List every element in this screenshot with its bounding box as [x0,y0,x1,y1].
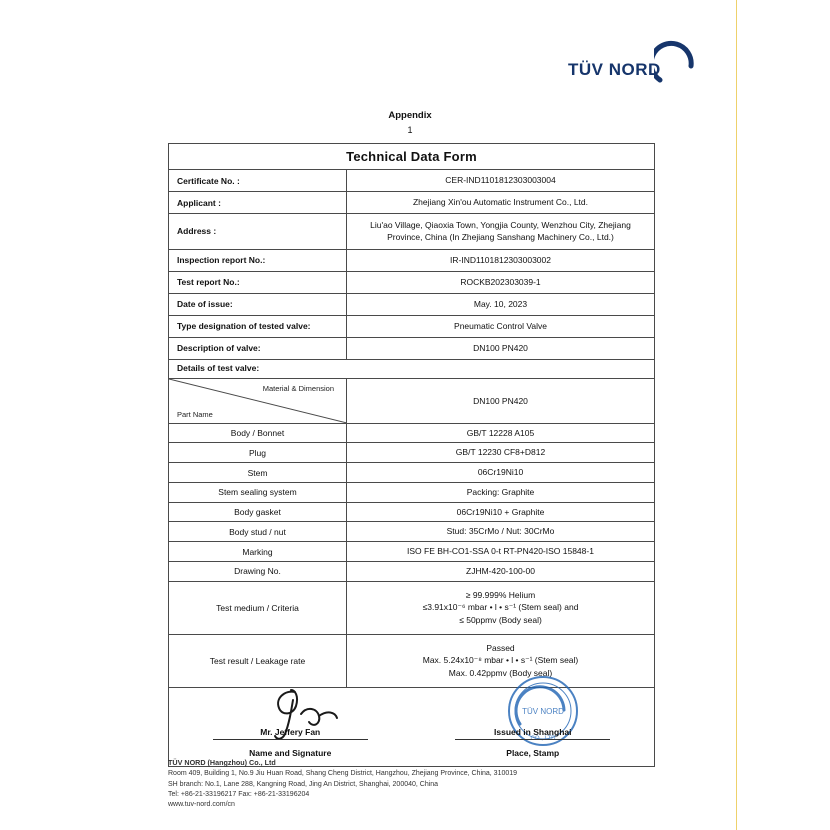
part-row-body-bonnet [169,424,654,444]
svg-text:TÜV NORD: TÜV NORD [522,706,564,716]
appendix-heading [340,110,480,135]
part-name-body-stud-nut: Body stud / nut [169,522,347,541]
matrix-header-row [169,379,654,424]
row-date-of-issue [169,294,654,316]
label-description-of-valve: Description of valve: [169,338,347,359]
part-row-drawing-no [169,562,654,582]
value-address [347,214,654,249]
appendix-label: Appendix [388,110,432,121]
value-applicant: Zhejiang Xin'ou Automatic Instrument Co., Ltd. [412,197,589,208]
technical-data-form [168,143,655,767]
value-description-of-valve: DN100 PN420 [473,342,528,353]
row-description-of-valve [169,338,654,360]
part-value-stem: 06Cr19Ni10 [477,467,524,478]
label-certificate-no: Certificate No. : [169,170,347,191]
label-details-of-test-valve: Details of test valve: [177,362,260,373]
address-line-1: Liu'ao Village, Qiaoxia Town, Yongjia County, Wenzhou City, Zhejiang [370,220,631,230]
part-value-body-bonnet: GB/T 12228 A105 [466,427,535,438]
appendix-number: 1 [407,125,413,135]
svg-text:CO., LTD: CO., LTD [530,735,556,742]
test-medium-line-3: ≤ 50ppmv (Body seal) [459,615,542,625]
part-value-marking: ISO FE BH-CO1-SSA 0-t RT-PN420-ISO 15848-1 [407,546,594,557]
test-result-line-3: Max. 0.42ppmv (Body seal) [448,668,553,678]
part-row-stem [169,463,654,483]
matrix-header-material-dimension: Material & Dimension [262,383,334,393]
footer-contact: Tel: +86-21-33196217 Fax: +86-21-33196204 [168,790,310,798]
signature-line-right [455,739,610,740]
label-inspection-report-no: Inspection report No.: [169,250,347,271]
row-applicant [169,192,654,214]
part-value-body-gasket: 06Cr19Ni10 + Graphite [456,506,545,517]
label-type-designation: Type designation of tested valve: [169,316,347,337]
form-title: Technical Data Form [169,144,654,170]
part-row-marking [169,542,654,562]
value-type-designation: Pneumatic Control Valve [454,320,547,331]
label-applicant: Applicant : [169,192,347,213]
part-name-stem: Stem [169,463,347,482]
matrix-header-part-name: Part Name [177,409,213,419]
signature-caption-right: Place, Stamp [506,747,560,758]
row-test-report-no [169,272,654,294]
part-value-test-result [347,635,654,687]
signature-area [169,688,654,766]
part-row-stem-sealing-system [169,483,654,503]
part-name-body-bonnet: Body / Bonnet [169,424,347,443]
part-row-test-medium [169,582,654,635]
issued-in-location: Issued in Shanghai [494,726,572,737]
document-footer [168,758,517,810]
address-line-2: Province, China (In Zhejiang Sanshang Machinery Co., Ltd.) [387,232,614,243]
page-edge-rule [736,0,737,830]
part-name-body-gasket: Body gasket [169,503,347,522]
footer-address-hq: Room 409, Building 1, No.9 Jiu Huan Road, Shang Cheng District, Hangzhou, Zhejiang Province, China, 310019 [168,770,518,778]
part-row-test-result [169,635,654,688]
row-certificate-no [169,170,654,192]
logo-wordmark: TÜV NORD [568,60,661,79]
logo-arc-icon [654,40,698,84]
test-result-line-2: Max. 5.24x10⁻⁸ mbar • l • s⁻¹ (Stem seal) [422,655,579,666]
footer-website: www.tuv-nord.com/cn [168,800,235,808]
label-date-of-issue: Date of issue: [169,294,347,315]
matrix-header-cell [169,379,347,423]
footer-company-name: TÜV NORD (Hangzhou) Co., Ltd [168,758,276,767]
signatory-name: Mr. Jeffery Fan [260,726,321,737]
label-test-report-no: Test report No.: [169,272,347,293]
matrix-header-column-value: DN100 PN420 [473,395,528,406]
test-result-line-1: Passed [486,642,515,653]
test-medium-line-1: ≥ 99.999% Helium [465,589,536,600]
part-row-body-gasket [169,503,654,523]
footer-address-branch: SH branch: No.1, Lane 288, Kangning Road, Jing An District, Shanghai, 200040, China [168,780,439,788]
signature-line-left [213,739,368,740]
row-type-designation [169,316,654,338]
value-date-of-issue: May. 10, 2023 [473,298,528,309]
part-name-drawing-no: Drawing No. [169,562,347,581]
signature-block-right [412,688,655,766]
part-value-drawing-no: ZJHM-420-100-00 [466,565,535,576]
row-details-of-test-valve [169,360,654,379]
part-name-stem-sealing-system: Stem sealing system [169,483,347,502]
tuv-nord-logo [568,40,698,88]
part-row-plug [169,443,654,463]
row-inspection-report-no [169,250,654,272]
part-name-plug: Plug [169,443,347,462]
part-row-body-stud-nut [169,522,654,542]
signature-caption-left: Name and Signature [249,747,332,758]
value-certificate-no: CER-IND1101812303003004 [445,175,556,186]
label-address: Address : [169,214,347,249]
test-medium-line-2: ≤3.91x10⁻⁶ mbar • l • s⁻¹ (Stem seal) and [422,602,579,613]
part-value-plug: GB/T 12230 CF8+D812 [455,447,546,458]
part-value-stem-sealing-system: Packing: Graphite [466,486,535,497]
part-name-marking: Marking [169,542,347,561]
part-name-test-medium: Test medium / Criteria [169,582,347,634]
signature-block-left [169,688,412,766]
row-address [169,214,654,250]
part-name-test-result: Test result / Leakage rate [169,635,347,687]
part-value-body-stud-nut: Stud: 35CrMo / Nut: 30CrMo [446,526,555,537]
part-value-test-medium [347,582,654,634]
value-inspection-report-no: IR-IND1101812303003002 [450,254,551,265]
value-test-report-no: ROCKB202303039-1 [460,276,541,287]
